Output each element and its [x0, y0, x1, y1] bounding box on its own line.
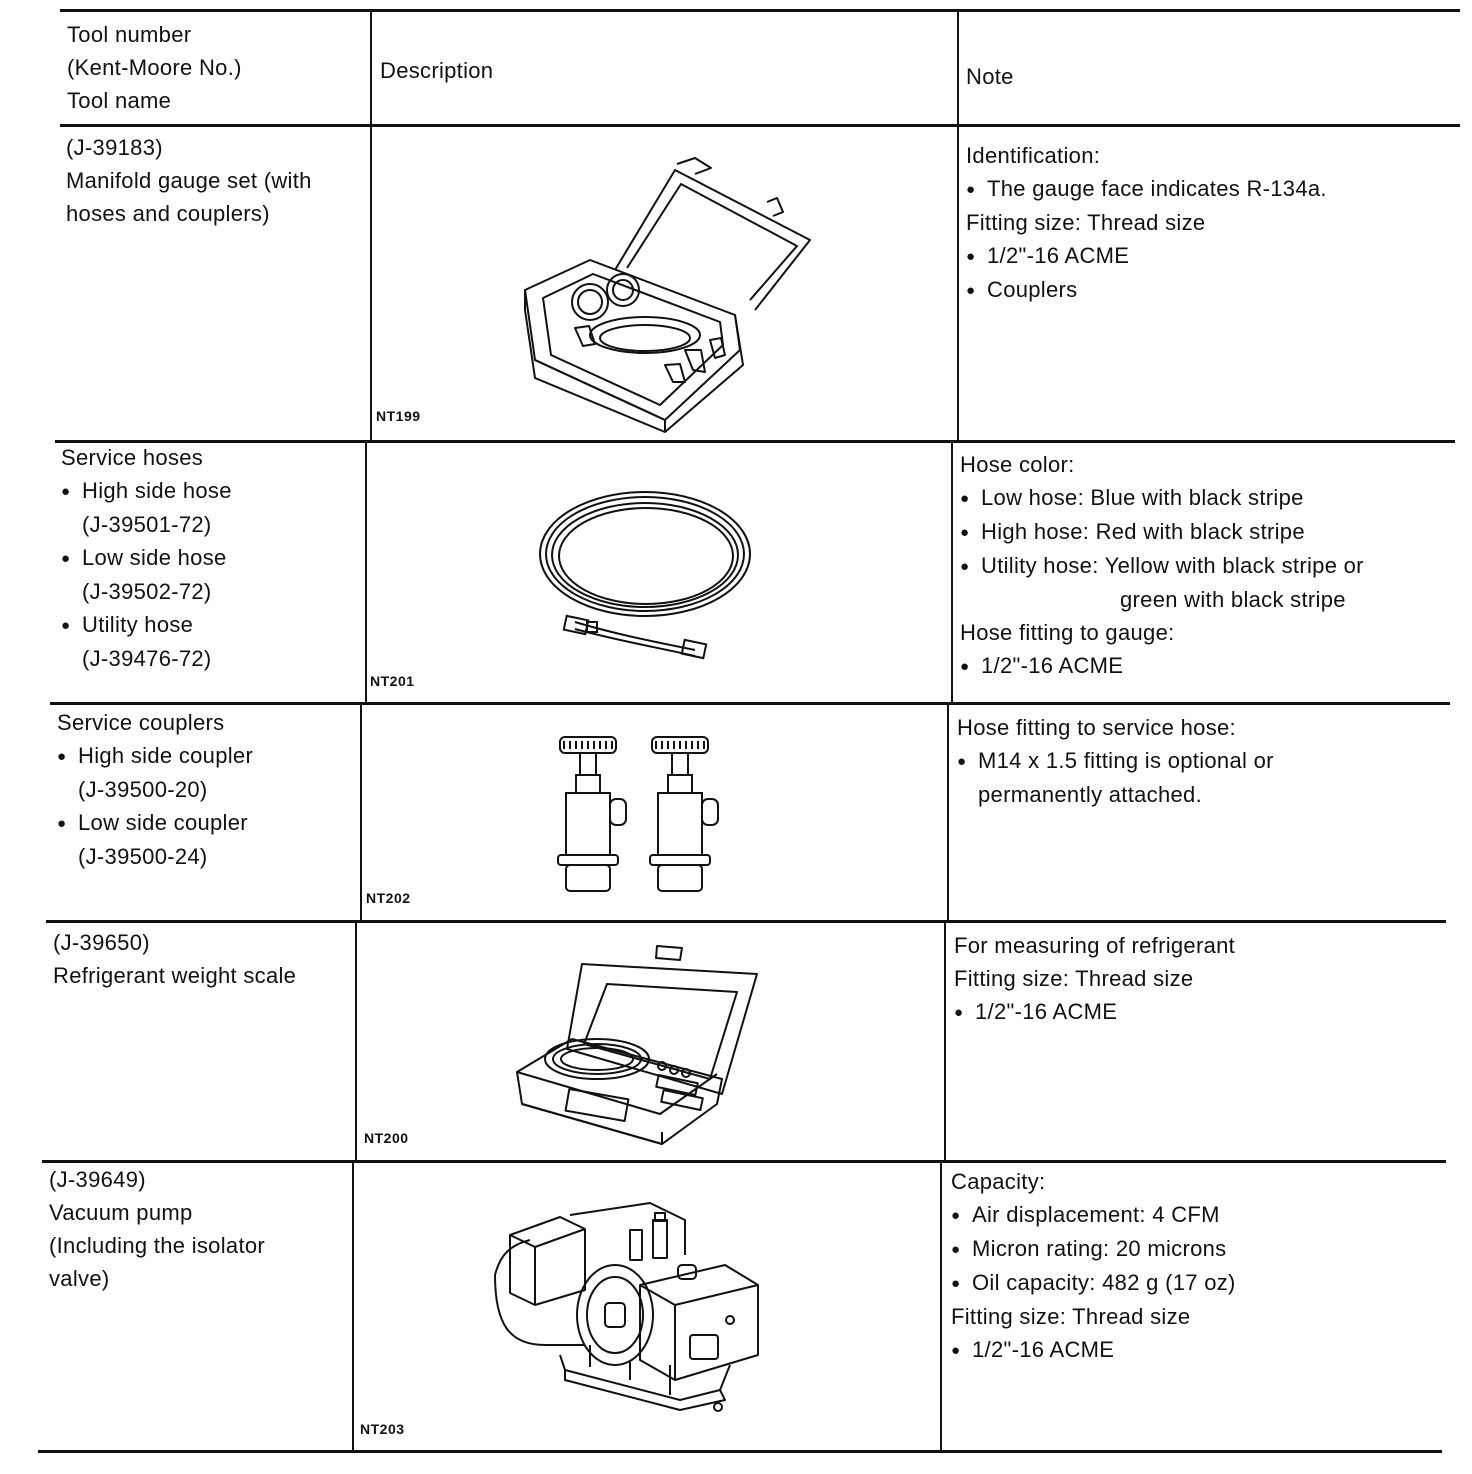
- figure-code: NT203: [360, 1421, 405, 1437]
- bullet-item: ● 1/2"-16 ACME: [966, 239, 1327, 273]
- tool-cell: [61, 441, 232, 675]
- bullet-item: ● High side hose: [61, 474, 232, 508]
- row-divider: [55, 440, 1455, 443]
- bullet-item: ● Low side coupler: [57, 806, 253, 840]
- bullet-item: ● Oil capacity: 482 g (17 oz): [951, 1266, 1236, 1300]
- note-cell: [957, 711, 1274, 811]
- bullet-item: ● The gauge face indicates R-134a.: [966, 172, 1327, 206]
- column-divider: [370, 10, 372, 440]
- bullet-item: ● Utility hose: [61, 608, 232, 642]
- header-line: Tool name: [67, 88, 172, 113]
- text-line: For measuring of refrigerant: [954, 933, 1236, 958]
- text-line: Service couplers: [57, 710, 225, 735]
- bullet-item: ● High side coupler: [57, 739, 253, 773]
- text-line: (J-39183): [66, 135, 163, 160]
- bullet-item: ● 1/2"-16 ACME: [954, 995, 1235, 1029]
- text-line: Identification:: [966, 143, 1101, 168]
- text-line: (J-39649): [49, 1167, 146, 1192]
- column-divider: [940, 1160, 942, 1450]
- manifold-gauge-set-illustration: [515, 150, 825, 435]
- column-divider: [355, 920, 357, 1160]
- bullet-item: ● Low side hose: [61, 541, 232, 575]
- bullet-item: ● Micron rating: 20 microns: [951, 1232, 1236, 1266]
- column-divider: [352, 1160, 354, 1450]
- bullet-item: ● Low hose: Blue with black stripe: [960, 481, 1364, 515]
- text-line: (J-39502-72): [82, 579, 212, 604]
- tool-cell: [66, 131, 312, 230]
- column-divider: [360, 702, 362, 920]
- text-line: hoses and couplers): [66, 201, 270, 226]
- text-line: (Including the isolator: [49, 1233, 266, 1258]
- bullet-item: ● Utility hose: Yellow with black stripe or: [960, 549, 1364, 583]
- column-divider: [365, 440, 367, 702]
- text-line: (J-39501-72): [82, 512, 212, 537]
- text-line: Hose fitting to gauge:: [960, 620, 1175, 645]
- bullet-item: ● 1/2"-16 ACME: [960, 649, 1364, 683]
- coiled-hose-illustration: [535, 484, 760, 664]
- header-line: (Kent-Moore No.): [67, 55, 242, 80]
- text-line: (J-39650): [53, 930, 150, 955]
- note-cell: [966, 139, 1327, 307]
- header-line: Description: [380, 58, 494, 83]
- note-cell: [960, 448, 1364, 683]
- vacuum-pump-illustration: [490, 1195, 765, 1420]
- text-line: Fitting size: Thread size: [954, 966, 1194, 991]
- bullet-item: ● High hose: Red with black stripe: [960, 515, 1364, 549]
- row-divider: [50, 702, 1450, 705]
- figure-code: NT199: [376, 408, 421, 424]
- text-line: Hose color:: [960, 452, 1075, 477]
- text-line: Vacuum pump: [49, 1200, 193, 1225]
- text-line: (J-39476-72): [82, 646, 212, 671]
- note-cell: [951, 1165, 1236, 1367]
- row-divider: [46, 920, 1446, 923]
- table-bottom-rule: [38, 1450, 1442, 1453]
- header-line: Tool number: [67, 22, 192, 47]
- text-line: green with black stripe: [1120, 587, 1346, 612]
- figure-code: NT200: [364, 1130, 409, 1146]
- column-divider: [957, 12, 959, 440]
- table-top-rule: [60, 9, 1460, 12]
- column-divider: [947, 702, 949, 920]
- bullet-item: ● Air displacement: 4 CFM: [951, 1198, 1236, 1232]
- bullet-item: ● Couplers: [966, 273, 1327, 307]
- text-line: Refrigerant weight scale: [53, 963, 297, 988]
- tool-cell: [57, 706, 253, 873]
- note-cell: [954, 929, 1235, 1029]
- header-tool-number: [67, 18, 242, 117]
- header-line: Note: [966, 64, 1014, 89]
- bullet-item: ● 1/2"-16 ACME: [951, 1333, 1236, 1367]
- header-note: [966, 60, 1014, 93]
- text-line: permanently attached.: [978, 782, 1202, 807]
- text-line: Manifold gauge set (with: [66, 168, 312, 193]
- figure-code: NT201: [370, 673, 415, 689]
- text-line: Capacity:: [951, 1169, 1046, 1194]
- header-bottom-rule: [60, 124, 1460, 127]
- text-line: (J-39500-20): [78, 777, 208, 802]
- bullet-item: ● M14 x 1.5 fitting is optional or: [957, 744, 1274, 778]
- refrigerant-scale-illustration: [512, 944, 762, 1149]
- text-line: Hose fitting to service hose:: [957, 715, 1236, 740]
- text-line: Fitting size: Thread size: [951, 1304, 1191, 1329]
- column-divider: [951, 440, 953, 702]
- text-line: Fitting size: Thread size: [966, 210, 1206, 235]
- header-description: [380, 54, 493, 87]
- text-line: (J-39500-24): [78, 844, 208, 869]
- text-line: Service hoses: [61, 445, 204, 470]
- tool-cell: [53, 926, 296, 992]
- tool-cell: [49, 1163, 265, 1295]
- text-line: valve): [49, 1266, 110, 1291]
- column-divider: [944, 920, 946, 1160]
- figure-code: NT202: [366, 890, 411, 906]
- service-couplers-illustration: [550, 735, 730, 895]
